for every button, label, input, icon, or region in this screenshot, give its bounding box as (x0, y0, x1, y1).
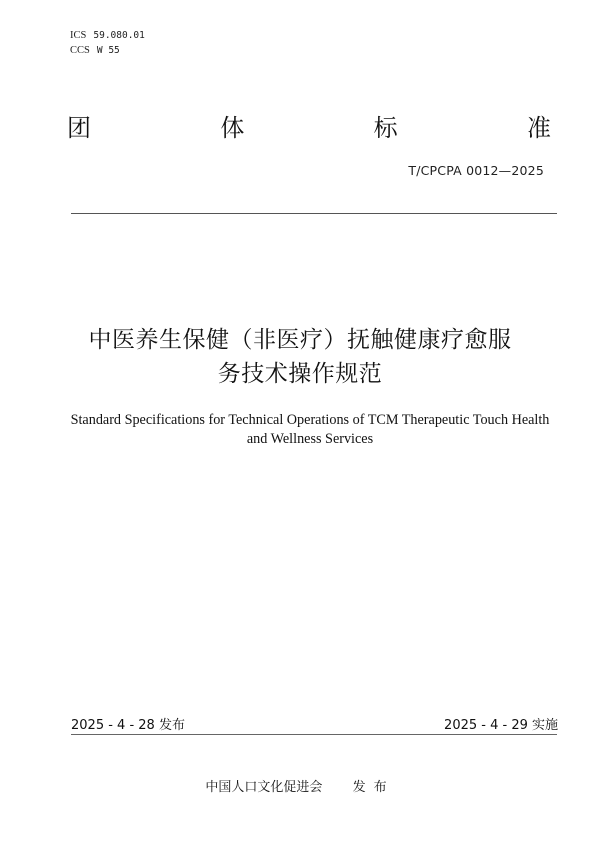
ics-label: ICS (70, 30, 87, 41)
ics-value: 59.080.01 (93, 30, 145, 41)
standard-type-char: 团 (67, 114, 91, 142)
ccs-code (70, 43, 145, 58)
standard-type-heading (67, 112, 551, 144)
ics-code (70, 28, 145, 43)
implementation-date: 2025 - 4 - 29 实施 (444, 718, 558, 733)
classification-codes (70, 28, 145, 58)
chinese-title-line-2: 务技术操作规范 (217, 361, 383, 387)
publisher-organization: 中国人口文化促进会 (205, 780, 323, 795)
publisher-action: 发布 (352, 780, 395, 795)
standard-number: T/CPCPA 0012—2025 (408, 163, 544, 178)
ccs-label: CCS (70, 45, 90, 56)
issue-date: 2025 - 4 - 28 发布 (71, 718, 185, 733)
english-title-line-2: and Wellness Services (246, 431, 374, 447)
bottom-divider (71, 734, 557, 735)
standard-type-char: 准 (526, 114, 551, 142)
standard-type-char: 标 (373, 114, 398, 142)
top-divider (71, 213, 557, 214)
ccs-value: W 55 (96, 45, 120, 56)
english-title (60, 411, 560, 449)
standard-type-char: 体 (220, 114, 245, 142)
chinese-title-line-1: 中医养生保健（非医疗）抚触健康疗愈服 (88, 327, 512, 353)
publisher-line (0, 776, 600, 795)
chinese-title (60, 323, 540, 391)
english-title-line-1: Standard Specifications for Technical Operations of TCM Therapeutic Touch Health (70, 412, 550, 428)
